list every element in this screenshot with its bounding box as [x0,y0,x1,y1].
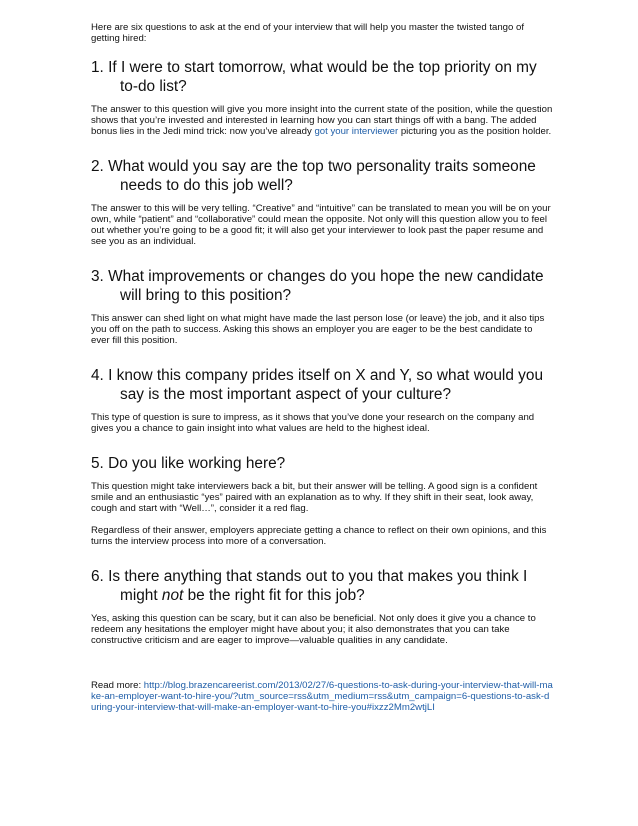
question-4-heading: 4. I know this company prides itself on X and Y, so what would you say is the most important aspect of your culture? [91,367,544,403]
question-2-answer: The answer to this will be very telling. “Creative” and “intuitive” can be translated to mean you will be on your own, while “patient” and “collaborative” could mean the opposite. Not only will this question allow you to feel out whether you’re going to be a good fit; it will also get your interviewer to look past the paper resume and see you as an individual. [91,203,551,247]
question-4-answer: This type of question is sure to impress, as it shows that you’ve done your research on the company and gives you a chance to gain insight into what values are held to the highest ideal. [91,412,535,434]
question-6-heading-text: 6. Is there anything that stands out to you that makes you think I might [91,568,528,604]
question-5-answer-2: Regardless of their answer, employers appreciate getting a chance to reflect on their own opinions, and this turns the interview process into more of a conversation. [91,525,547,547]
read-more-label: Read more: [91,680,144,691]
question-3-answer: This answer can shed light on what might have made the last person lose (or leave) the job, and it also tips you off on the path to success. Asking this shows an employer you are eager to be the best candidate to ever fill this position. [91,313,545,346]
document-page [91,22,553,713]
question-1-answer [91,104,553,137]
question-5-answer: This question might take interviewers back a bit, but their answer will be telling. A good sign is a confident smile and an enthusiastic “yes” paired with an explanation as to why. If they shift in their seat, look away, cough and start with “Well…”, consider it a red flag. [91,481,538,514]
question-3-heading: 3. What improvements or changes do you hope the new candidate will bring to this position? [91,268,544,304]
question-1-heading: 1. If I were to start tomorrow, what would be the top priority on my to-do list? [91,59,537,95]
question-6-answer: Yes, asking this question can be scary, but it can also be beneficial. Not only does it give you a chance to redeem any hesitations the employer might have about you; it also demonstrates that you can take constructive criticism and are eager to improve—valuable qualities in any candidate. [91,613,536,646]
intro-paragraph: Here are six questions to ask at the end of your interview that will help you master the twisted tango of getting hired: [91,22,525,44]
question-2-heading: 2. What would you say are the top two personality traits someone needs to do this job well? [91,158,536,194]
interviewer-link[interactable]: got your interviewer [314,126,399,137]
question-5-heading: 5. Do you like working here? [91,455,286,472]
question-6-heading-emphasis: not [161,587,184,604]
question-1-answer-text: The answer to this question will give you more insight into the current state of the position, while the question shows that you’re invested and interested in learning how you can start things off with a bang. The added bonus lies in the Jedi mind trick: now you’ve already [91,104,553,137]
read-more [91,680,553,713]
question-6-heading-text-end: be the right fit for this job? [183,587,365,604]
question-1-answer-text-end: picturing you as the position holder. [398,126,552,137]
question-6-heading [91,567,553,605]
read-more-link[interactable]: http://blog.brazencareerist.com/2013/02/27/6-questions-to-ask-during-your-interview-that-will-make-an-employer-want-to-hire-you/?utm_source=rss&utm_medium=rss&utm_campaign=6-questions-to-ask-during-your-interview-that-will-make-an-employer-want-to-hire-you#ixzz2Mm2wtjLI [91,680,553,713]
